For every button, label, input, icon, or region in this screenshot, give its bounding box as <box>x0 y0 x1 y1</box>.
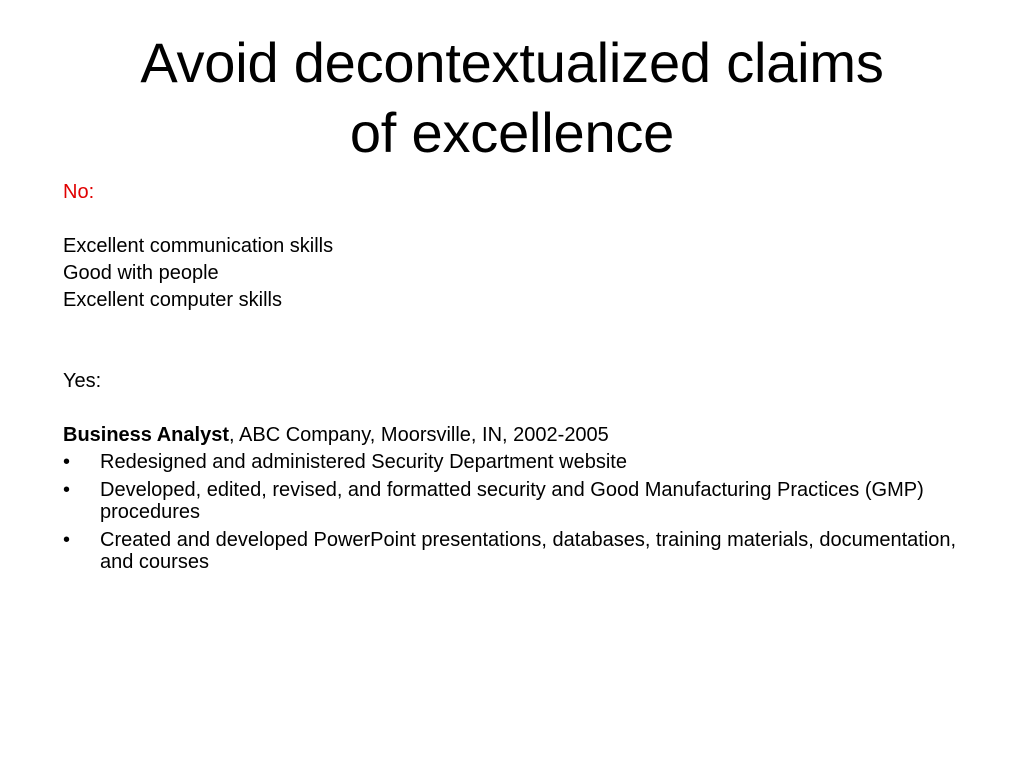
job-bullet-text: Created and developed PowerPoint presentations, databases, training materials, documentation, and courses <box>100 529 957 573</box>
slide-title-line-1: Avoid decontextualized claims <box>140 31 884 94</box>
no-label: No: <box>63 181 95 203</box>
spacer <box>63 206 963 233</box>
yes-label: Yes: <box>63 370 102 392</box>
job-bullet-item <box>63 529 963 573</box>
spacer <box>63 395 963 422</box>
job-details: , ABC Company, Moorsville, IN, 2002-2005 <box>229 424 609 446</box>
no-example-item: Excellent communication skills <box>63 235 334 257</box>
bullet-icon: • <box>63 451 71 473</box>
job-bullet-item <box>63 451 963 473</box>
job-bullet-text: Redesigned and administered Security Department website <box>100 451 627 473</box>
job-bullet-text: Developed, edited, revised, and formatted security and Good Manufacturing Practices (GMP) procedures <box>100 479 924 523</box>
no-example-item: Good with people <box>63 262 219 284</box>
no-example-item: Excellent computer skills <box>63 289 282 311</box>
spacer <box>63 314 963 368</box>
slide-title <box>40 28 984 168</box>
job-heading <box>63 422 963 449</box>
job-bullet-item <box>63 479 963 523</box>
job-title: Business Analyst <box>63 424 229 446</box>
bullet-icon: • <box>63 479 71 501</box>
slide-title-line-2: of excellence <box>349 101 675 164</box>
job-bullet-list <box>63 451 963 573</box>
bullet-icon: • <box>63 529 71 551</box>
slide-body <box>63 179 963 579</box>
